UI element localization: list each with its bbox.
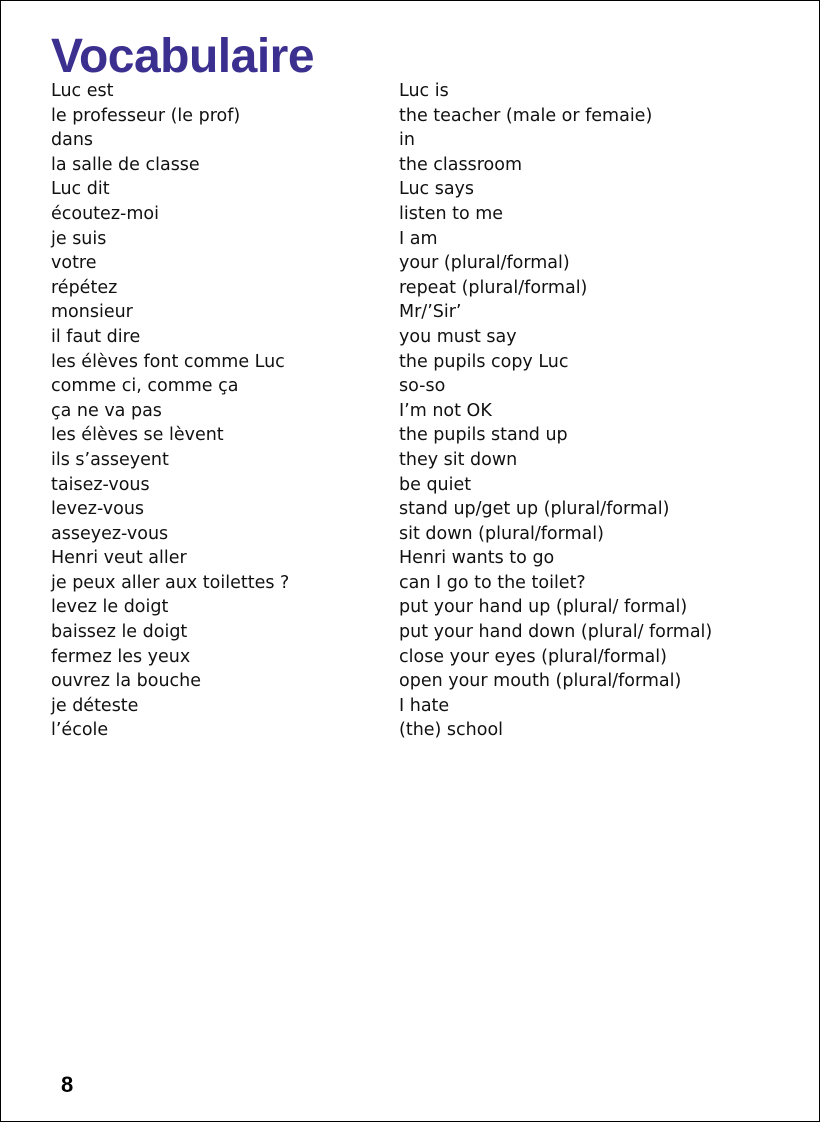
vocabulary-row [51,128,771,153]
vocabulary-row [51,448,771,473]
french-term: monsieur [51,302,133,323]
english-translation: open your mouth (plural/formal) [399,671,682,692]
vocabulary-list [51,79,771,743]
vocabulary-row [51,522,771,547]
french-term: levez-vous [51,499,145,520]
french-term: dans [51,130,94,151]
english-translation: I hate [399,695,450,716]
vocabulary-row [51,497,771,522]
french-term: baissez le doigt [51,622,188,643]
english-translation: Henri wants to go [399,548,555,569]
french-term: ouvrez la bouche [51,671,202,692]
french-term: levez le doigt [51,597,169,618]
vocabulary-row [51,669,771,694]
english-translation: I am [399,228,438,249]
vocabulary-row [51,177,771,202]
french-term: je peux aller aux toilettes ? [51,572,290,593]
english-translation: Luc is [399,81,449,101]
vocabulary-row [51,325,771,350]
vocabulary-row [51,276,771,301]
vocabulary-row [51,423,771,448]
vocabulary-row [51,473,771,498]
french-term: taisez-vous [51,474,150,495]
french-term: votre [51,253,97,274]
english-translation: put your hand down (plural/ formal) [399,622,713,643]
vocabulary-row [51,251,771,276]
vocabulary-row [51,718,771,743]
english-translation: sit down (plural/formal) [399,523,604,544]
english-translation: the pupils stand up [399,425,568,446]
vocabulary-row [51,227,771,252]
vocabulary-row [51,571,771,596]
french-term: les élèves se lèvent [51,425,224,446]
english-translation: the pupils copy Luc [399,351,569,372]
french-term: les élèves font comme Luc [51,351,285,372]
french-term: le professeur (le prof) [51,105,241,126]
english-translation: be quiet [399,474,472,495]
french-term: ça ne va pas [51,400,162,421]
english-translation: Luc says [399,179,475,200]
english-translation: listen to me [399,203,504,224]
french-term: comme ci, comme ça [51,376,239,397]
english-translation: so-so [399,376,446,397]
vocabulary-row [51,546,771,571]
vocabulary-row [51,104,771,129]
french-term: écoutez-moi [51,203,159,224]
page-number: 8 [61,1072,74,1097]
english-translation: I’m not OK [399,400,492,421]
vocabulary-row [51,620,771,645]
french-term: ils s’asseyent [51,449,169,470]
vocabulary-row [51,79,771,104]
vocabulary-row [51,645,771,670]
english-translation: (the) school [399,720,504,741]
french-term: Luc dit [51,179,110,200]
english-translation: your (plural/formal) [399,253,570,274]
vocabulary-row [51,374,771,399]
french-term: je suis [51,228,107,249]
french-term: la salle de classe [51,154,200,175]
english-translation: close your eyes (plural/formal) [399,646,667,667]
english-translation: can I go to the toilet? [399,572,586,593]
french-term: il faut dire [51,326,141,347]
french-term: l’école [51,720,109,741]
vocabulary-row [51,202,771,227]
french-term: répétez [51,277,118,298]
english-translation: stand up/get up (plural/formal) [399,499,670,520]
page-title: Vocabulaire [51,30,315,83]
vocabulary-row [51,300,771,325]
french-term: fermez les yeux [51,646,191,667]
english-translation: the classroom [399,154,522,175]
vocabulary-row [51,694,771,719]
french-term: je déteste [51,695,139,716]
english-translation: they sit down [399,449,518,470]
french-term: Luc est [51,81,114,101]
english-translation: you must say [399,326,517,347]
french-term: Henri veut aller [51,548,187,569]
vocabulary-row [51,399,771,424]
french-term: asseyez-vous [51,523,169,544]
vocabulary-row [51,153,771,178]
english-translation: put your hand up (plural/ formal) [399,597,688,618]
vocabulary-row [51,350,771,375]
english-translation: the teacher (male or femaie) [399,105,653,126]
english-translation: in [399,130,415,151]
vocabulary-row [51,595,771,620]
english-translation: repeat (plural/formal) [399,277,588,298]
english-translation: Mr/’Sir’ [399,302,462,323]
